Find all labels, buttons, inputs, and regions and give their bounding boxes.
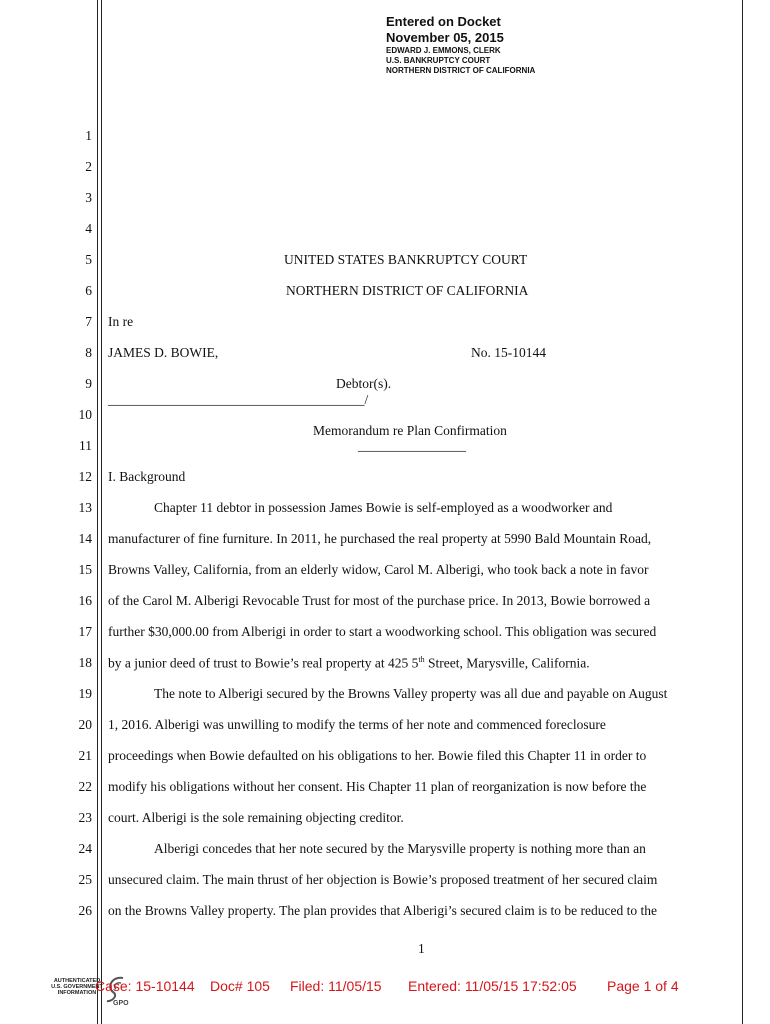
footer-case: Case: 15-10144 — [95, 978, 195, 994]
docket-stamp-court: U.S. BANKRUPTCY COURT — [386, 56, 491, 65]
left-margin-rule-outer — [97, 0, 98, 1024]
line-number: 10 — [78, 407, 92, 422]
right-margin-rule — [742, 0, 743, 1024]
line-number: 19 — [78, 686, 92, 701]
line-number: 16 — [78, 593, 92, 608]
line-number: 26 — [78, 903, 92, 918]
body-line: Alberigi concedes that her note secured by the Marysville property is nothing more than an — [154, 841, 646, 856]
line-number: 3 — [85, 190, 92, 205]
line-number: 17 — [78, 624, 92, 639]
line-number: 2 — [85, 159, 92, 174]
footer-entered: Entered: 11/05/15 17:52:05 — [408, 978, 577, 994]
case-number: No. 15-10144 — [471, 345, 546, 360]
docket-stamp-date: November 05, 2015 — [386, 30, 504, 45]
line-number: 4 — [85, 221, 92, 236]
debtor-name: JAMES D. BOWIE, — [108, 345, 219, 360]
district-name: NORTHERN DISTRICT OF CALIFORNIA — [286, 283, 529, 298]
line-number: 22 — [78, 779, 92, 794]
body-line: 1, 2016. Alberigi was unwilling to modify the terms of her note and commenced foreclosure — [108, 717, 606, 732]
docket-stamp — [386, 14, 535, 76]
docket-stamp-district: NORTHERN DISTRICT OF CALIFORNIA — [386, 66, 536, 75]
body-line: manufacturer of fine furniture. In 2011, he purchased the real property at 5990 Bald Mountain Road, — [108, 531, 652, 546]
page-number: 1 — [418, 941, 425, 956]
footer-filed: Filed: 11/05/15 — [290, 978, 382, 994]
line-number: 20 — [78, 717, 92, 732]
body-line-18-post: Street, Marysville, California. — [424, 655, 590, 671]
auth-line: AUTHENTICATED — [53, 978, 101, 984]
line-number: 1 — [85, 128, 92, 143]
in-re-label: In re — [108, 314, 134, 329]
body-line-18-pre: by a junior deed of trust to Bowie’s real property at 425 5 — [108, 655, 419, 671]
line-number: 9 — [85, 376, 92, 391]
caption-slash-line: ______________________________________/ — [108, 392, 369, 407]
gpo-mark: GPO — [113, 1000, 129, 1006]
body-line: Chapter 11 debtor in possession James Bowie is self-employed as a woodworker and — [154, 500, 613, 515]
section-heading: I. Background — [108, 469, 186, 484]
docket-stamp-title: Entered on Docket — [386, 14, 501, 29]
body-line: further $30,000.00 from Alberigi in order to start a woodworking school. This obligation was secured — [108, 624, 657, 639]
body-line-18 — [108, 655, 590, 672]
line-number: 23 — [78, 810, 92, 825]
line-number: 11 — [79, 438, 92, 453]
title-underline: ________________ — [358, 438, 466, 453]
body-line-18-sup: th — [418, 655, 425, 664]
line-number: 12 — [78, 469, 92, 484]
footer-page: Page 1 of 4 — [607, 978, 679, 994]
docket-stamp-clerk: EDWARD J. EMMONS, CLERK — [386, 46, 501, 55]
line-number: 15 — [78, 562, 92, 577]
line-number: 14 — [78, 531, 92, 546]
body-line: modify his obligations without her consent. His Chapter 11 plan of reorganization is now before the — [108, 779, 647, 794]
body-line: proceedings when Bowie defaulted on his obligations to her. Bowie filed this Chapter 11 in order to — [108, 748, 647, 763]
body-line: unsecured claim. The main thrust of her objection is Bowie’s proposed treatment of her secured claim — [108, 872, 658, 887]
line-number: 21 — [78, 748, 92, 763]
left-margin-rule-inner — [101, 0, 102, 1024]
line-number: 5 — [85, 252, 92, 267]
debtor-label: Debtor(s). — [336, 376, 392, 391]
body-line: court. Alberigi is the sole remaining objecting creditor. — [108, 810, 404, 825]
body-line: of the Carol M. Alberigi Revocable Trust for most of the purchase price. In 2013, Bowie borrowed a — [108, 593, 651, 608]
line-number: 13 — [78, 500, 92, 515]
auth-line: U.S. GOVERNMENT — [51, 984, 103, 990]
court-name: UNITED STATES BANKRUPTCY COURT — [284, 252, 528, 267]
body-line: The note to Alberigi secured by the Browns Valley property was all due and payable on August — [154, 686, 668, 701]
body-line: on the Browns Valley property. The plan provides that Alberigi’s secured claim is to be reduced to the — [108, 903, 657, 918]
line-number: 24 — [78, 841, 92, 856]
body-line: Browns Valley, California, from an elderly widow, Carol M. Alberigi, who took back a note in favor — [108, 562, 649, 577]
footer-doc: Doc# 105 — [210, 978, 270, 994]
line-number: 25 — [78, 872, 92, 887]
line-number: 7 — [85, 314, 92, 329]
document-title: Memorandum re Plan Confirmation — [313, 423, 507, 438]
line-number: 6 — [85, 283, 92, 298]
line-number: 18 — [78, 655, 92, 670]
line-number: 8 — [85, 345, 92, 360]
auth-line: INFORMATION — [57, 990, 97, 996]
